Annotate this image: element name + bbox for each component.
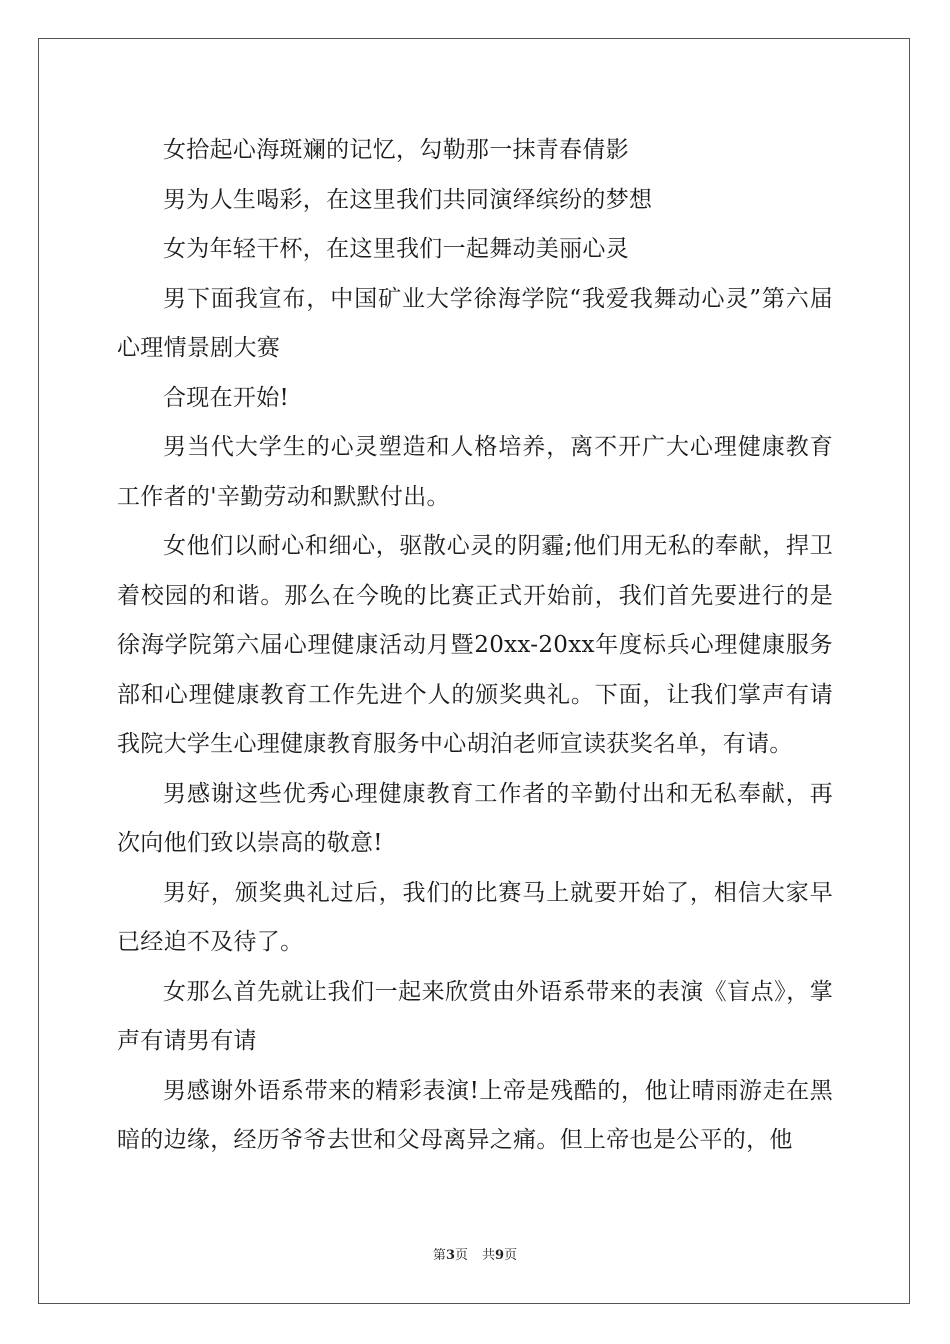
page-total: 9 <box>495 1248 505 1263</box>
total-suffix: 页 <box>504 1248 518 1263</box>
page-current: 3 <box>445 1248 455 1263</box>
page-prefix: 第 <box>432 1248 446 1263</box>
paragraph-6: 男当代大学生的心灵塑造和人格培养，离不开广大心理健康教育工作者的'辛勤劳动和默默付出。 <box>117 434 833 510</box>
paragraph-10: 女那么首先就让我们一起来欣赏由外语系带来的表演《盲点》，掌声有请男有请 <box>117 978 833 1054</box>
paragraph-8: 男感谢这些优秀心理健康教育工作者的辛勤付出和无私奉献，再次向他们致以崇高的敬意! <box>117 780 833 856</box>
page-footer <box>0 1244 950 1263</box>
document-body <box>117 126 833 1166</box>
page-suffix: 页 <box>454 1248 468 1263</box>
paragraph-3: 女为年轻干杯，在这里我们一起舞动美丽心灵 <box>163 236 629 262</box>
paragraph-11: 男感谢外语系带来的精彩表演!上帝是残酷的，他让晴雨游走在黑暗的边缘，经历爷爷去世和父母离异之痛。但上帝也是公平的，他 <box>117 1077 833 1153</box>
paragraph-9: 男好，颁奖典礼过后，我们的比赛马上就要开始了，相信大家早已经迫不及待了。 <box>117 879 833 955</box>
paragraph-5: 合现在开始! <box>163 384 290 411</box>
total-prefix: 共 <box>482 1248 496 1263</box>
paragraph-7: 女他们以耐心和细心，驱散心灵的阴霾;他们用无私的奉献，捍卫着校园的和谐。那么在今晚的比赛正式开始前，我们首先要进行的是徐海学院第六届心理健康活动月暨20xx-20xx年度标兵心理健康服务部和心理健康教育工作先进个人的颁奖典礼。下面，让我们掌声有请我院大学生心理健康教育服务中心胡泊老师宣读获奖名单，有请。 <box>117 533 833 757</box>
paragraph-2: 男为人生喝彩，在这里我们共同演绎缤纷的梦想 <box>163 186 653 213</box>
paragraph-1: 女拾起心海斑斓的记忆，勾勒那一抹青春倩影 <box>163 137 629 163</box>
paragraph-4: 男下面我宣布，中国矿业大学徐海学院“我爱我舞动心灵”第六届心理情景剧大赛 <box>117 285 833 361</box>
